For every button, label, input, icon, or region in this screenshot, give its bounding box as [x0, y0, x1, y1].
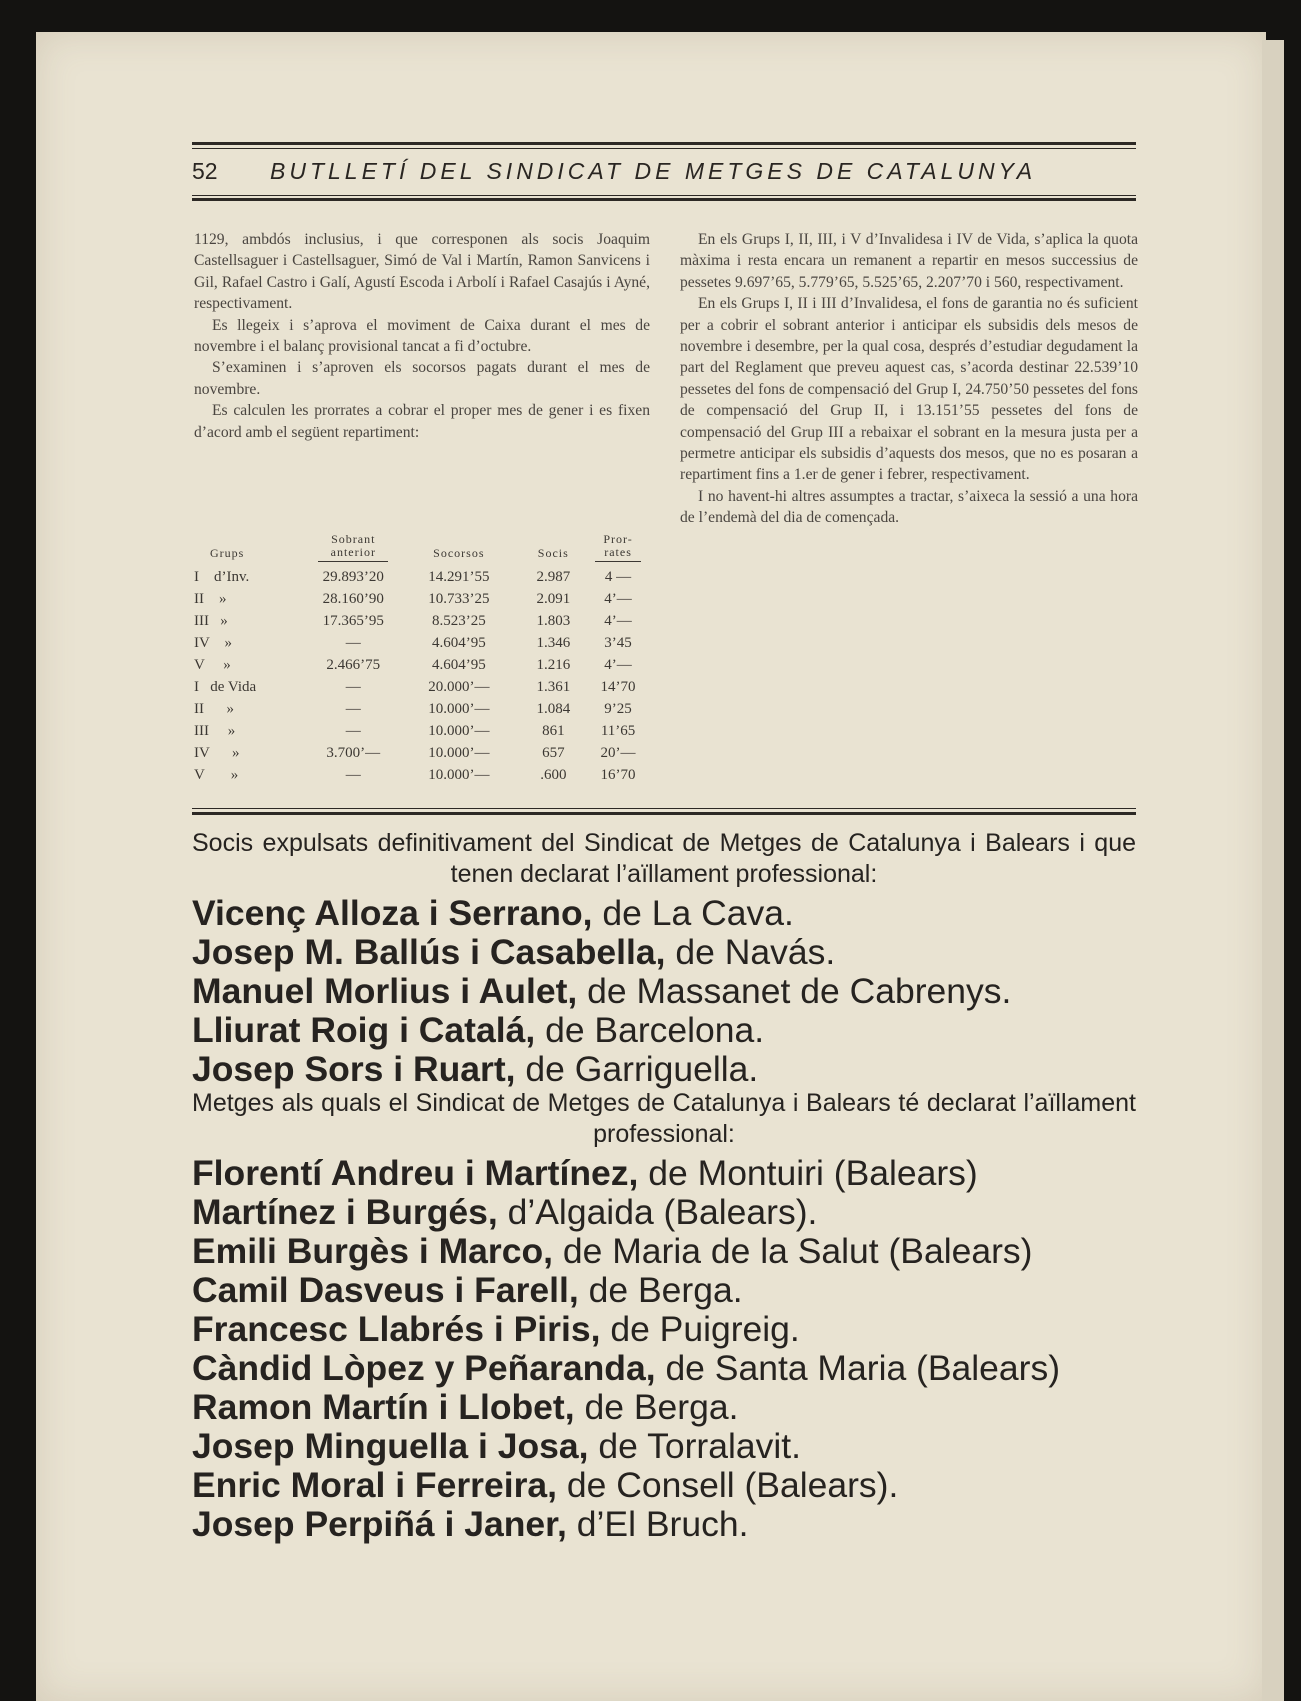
- person-name: Lliurat Roig i Catalá,: [192, 1010, 536, 1050]
- cell-prorrates: 4 —: [604, 569, 632, 585]
- cell-socis: 657: [542, 745, 565, 761]
- cell-socis: 1.084: [536, 701, 571, 717]
- left-column: [194, 229, 650, 443]
- person-place: de Barcelona.: [535, 1010, 765, 1050]
- cell-grup: III »: [194, 613, 228, 629]
- cell-prorrates: 3’45: [604, 635, 632, 651]
- cell-prorrates: 16’70: [600, 767, 636, 783]
- cell-grup: II »: [194, 591, 227, 607]
- table-row: [194, 610, 648, 632]
- table-row: [194, 566, 648, 588]
- person-name: Martínez i Burgés,: [192, 1192, 498, 1232]
- person-name: Ramon Martín i Llobet,: [192, 1387, 575, 1427]
- paragraph: 1129, ambdós inclusius, i que corresponen als socis Joaquim Castellsaguer i Castellsaguer, Simó de Val i Martín, Ramon Sanvicens i Gil, Rafael Castro i Galí, Agustí Escoda i Arbolí i Rafael Casajús i Ayné, respectivament.: [194, 231, 650, 313]
- person-place: de Massanet de Cabrenys.: [577, 971, 1012, 1011]
- person-place: de Maria de la Salut (Balears): [553, 1231, 1033, 1271]
- person-name: Florentí Andreu i Martínez,: [192, 1153, 639, 1193]
- col-header-grups: Grups: [210, 546, 245, 560]
- table-row: [194, 698, 648, 720]
- table-row: [194, 588, 648, 610]
- person-name: Camil Dasveus i Farell,: [192, 1270, 579, 1310]
- col-header-prorrates: Pror-rates: [588, 533, 648, 566]
- paragraph: Es calculen les prorrates a cobrar el proper mes de gener i es fixen d’acord amb el següent repartiment:: [194, 402, 650, 441]
- person-entry: [192, 1050, 1136, 1089]
- cell-sobrant: 28.160’90: [322, 591, 384, 607]
- cell-grup: IV »: [194, 635, 233, 651]
- person-place: de Berga.: [574, 1387, 739, 1427]
- header-top-rule-thin: [192, 148, 1136, 149]
- col-header-socis: Socis: [537, 546, 569, 560]
- expelled-intro: Socis expulsats definitivament del Sindicat de Metges de Catalunya i Balears i que tenen declarat l’aïllament professional:: [192, 829, 1136, 888]
- col-header-socorsos: Socorsos: [433, 546, 485, 560]
- cell-grup: IV »: [194, 745, 240, 761]
- cell-socorsos: 10.000’—: [428, 767, 490, 783]
- header-bottom-rule-thin: [192, 195, 1136, 196]
- person-name: Càndid Lòpez y Peñaranda,: [192, 1348, 656, 1388]
- person-entry: [192, 933, 1136, 972]
- table-header-row: [194, 533, 648, 566]
- person-entry: [192, 1505, 1136, 1544]
- cell-socis: 2.091: [536, 591, 571, 607]
- cell-grup: III »: [194, 723, 236, 739]
- table-row: [194, 764, 648, 786]
- person-name: Josep M. Ballús i Casabella,: [192, 932, 666, 972]
- person-entry: [192, 972, 1136, 1011]
- person-name: Francesc Llabrés i Piris,: [192, 1309, 601, 1349]
- paragraph: En els Grups I, II, III, i V d’Invalidesa i IV de Vida, s’aplica la quota màxima i resta encara un remanent a repartir en mesos successius de pessetes 9.697’65, 5.779’65, 5.525’65, 2.207’70 i 560, respectivament.: [680, 231, 1138, 291]
- cell-sobrant: 2.466’75: [326, 657, 381, 673]
- person-place: de La Cava.: [592, 893, 794, 933]
- person-entry: [192, 1011, 1136, 1050]
- page-number: 52: [192, 158, 218, 184]
- person-entry: [192, 1193, 1136, 1232]
- table-row: [194, 742, 648, 764]
- cell-socis: 1.361: [536, 679, 571, 695]
- cell-sobrant: 3.700’—: [326, 745, 381, 761]
- cell-sobrant: —: [345, 635, 361, 651]
- cell-socorsos: 4.604’95: [431, 635, 486, 651]
- person-place: d’El Bruch.: [566, 1504, 749, 1544]
- cell-sobrant: —: [345, 679, 361, 695]
- cell-socis: 2.987: [536, 569, 571, 585]
- cell-socis: 1.346: [536, 635, 571, 651]
- cell-grup: II »: [194, 701, 234, 717]
- cell-prorrates: 4’—: [604, 613, 632, 629]
- person-entry: [192, 1388, 1136, 1427]
- person-name: Josep Perpiñá i Janer,: [192, 1504, 567, 1544]
- cell-socorsos: 10.000’—: [428, 745, 490, 761]
- table-row: [194, 654, 648, 676]
- cell-socorsos: 14.291’55: [428, 569, 490, 585]
- cell-socorsos: 8.523’25: [431, 613, 486, 629]
- next-page-edge: [1262, 40, 1284, 1701]
- cell-prorrates: 9’25: [604, 701, 632, 717]
- expelled-notice: [192, 828, 1136, 1089]
- person-place: de Santa Maria (Balears): [655, 1348, 1061, 1388]
- person-name: Manuel Morlius i Aulet,: [192, 971, 578, 1011]
- col-header-sobrant: Sobrant anterior: [307, 533, 399, 566]
- cell-prorrates: 4’—: [604, 591, 632, 607]
- cell-prorrates: 4’—: [604, 657, 632, 673]
- cell-grup: V »: [194, 657, 231, 673]
- journal-title: BUTLLETÍ DEL SINDICAT DE METGES DE CATALUNYA: [270, 158, 1037, 184]
- person-place: de Berga.: [578, 1270, 743, 1310]
- person-entry: [192, 1232, 1136, 1271]
- paragraph: S’examinen i s’aproven els socorsos pagats durant el mes de novembre.: [194, 359, 650, 398]
- right-column: [680, 229, 1138, 529]
- cell-grup: I de Vida: [194, 679, 257, 695]
- table-row: [194, 676, 648, 698]
- cell-sobrant: 29.893’20: [322, 569, 384, 585]
- isolated-notice: [192, 1088, 1136, 1544]
- cell-socorsos: 10.000’—: [428, 723, 490, 739]
- isolated-list: [192, 1154, 1136, 1544]
- cell-grup: I d’Inv.: [194, 569, 250, 585]
- paragraph: En els Grups I, II i III d’Invalidesa, el fons de garantia no és suficient per a cobrir el sobrant anterior i anticipar els subsidis dels mesos de novembre i desembre, per la qual cosa, després d’estudiar degudament la part del Reglament que preveu aquest cas, s’acorda destinar 22.539’10 pessetes del fons de compensació del Grup I, 24.750’50 pessetes del fons de compensació del Grup II, i 13.151’55 pessetes del fons de compensació del Grup III a rebaixar el sobrant en la mesura justa per a permetre anticipar els subsidis d’aquests dos mesos, que no es posaran a repartiment fins a 1.er de gener i febrer, respectivament.: [680, 295, 1138, 484]
- person-entry: [192, 1271, 1136, 1310]
- person-place: de Puigreig.: [600, 1309, 800, 1349]
- cell-socis: .600: [540, 767, 567, 783]
- cell-sobrant: 17.365’95: [322, 613, 384, 629]
- cell-socis: 1.216: [536, 657, 571, 673]
- cell-sobrant: —: [345, 767, 361, 783]
- person-name: Josep Sors i Ruart,: [192, 1049, 516, 1089]
- section-rule: [192, 812, 1136, 815]
- cell-grup: V »: [194, 767, 239, 783]
- cell-prorrates: 14’70: [600, 679, 636, 695]
- person-place: de Garriguella.: [515, 1049, 759, 1089]
- person-entry: [192, 1466, 1136, 1505]
- prorrates-table: [194, 533, 648, 786]
- expelled-list: [192, 894, 1136, 1089]
- paragraph: I no havent-hi altres assumptes a tractar, s’aixeca la sessió a una hora de l’endemà del dia de començada.: [680, 487, 1138, 527]
- person-name: Vicenç Alloza i Serrano,: [192, 893, 593, 933]
- cell-prorrates: 11’65: [600, 723, 636, 739]
- person-entry: [192, 1427, 1136, 1466]
- table-row: [194, 720, 648, 742]
- cell-socorsos: 10.000’—: [428, 701, 490, 717]
- person-place: de Torralavit.: [588, 1426, 801, 1466]
- section-rule-thin: [192, 808, 1136, 809]
- table-row: [194, 632, 648, 654]
- person-name: Enric Moral i Ferreira,: [192, 1465, 558, 1505]
- person-name: Emili Burgès i Marco,: [192, 1231, 554, 1271]
- cell-socorsos: 4.604’95: [431, 657, 486, 673]
- cell-socorsos: 20.000’—: [428, 679, 490, 695]
- running-head: [192, 158, 1136, 188]
- person-place: d’Algaida (Balears).: [497, 1192, 818, 1232]
- cell-socis: 861: [542, 723, 565, 739]
- person-place: de Montuiri (Balears): [638, 1153, 978, 1193]
- cell-socis: 1.803: [536, 613, 571, 629]
- isolated-intro: Metges als quals el Sindicat de Metges de Catalunya i Balears té declarat l’aïllament professional:: [192, 1089, 1136, 1148]
- person-place: de Navás.: [665, 932, 836, 972]
- person-entry: [192, 1154, 1136, 1193]
- person-entry: [192, 894, 1136, 933]
- person-place: de Consell (Balears).: [557, 1465, 899, 1505]
- paragraph: Es llegeix i s’aprova el moviment de Caixa durant el mes de novembre i el balanç provisional tancat a fi d’octubre.: [194, 316, 650, 356]
- cell-prorrates: 20’—: [600, 745, 636, 761]
- person-name: Josep Minguella i Josa,: [192, 1426, 589, 1466]
- cell-sobrant: —: [345, 723, 361, 739]
- header-bottom-rule: [192, 198, 1136, 201]
- cell-socorsos: 10.733’25: [428, 591, 490, 607]
- person-entry: [192, 1349, 1136, 1388]
- cell-sobrant: —: [345, 701, 361, 717]
- header-top-rule: [192, 142, 1136, 145]
- person-entry: [192, 1310, 1136, 1349]
